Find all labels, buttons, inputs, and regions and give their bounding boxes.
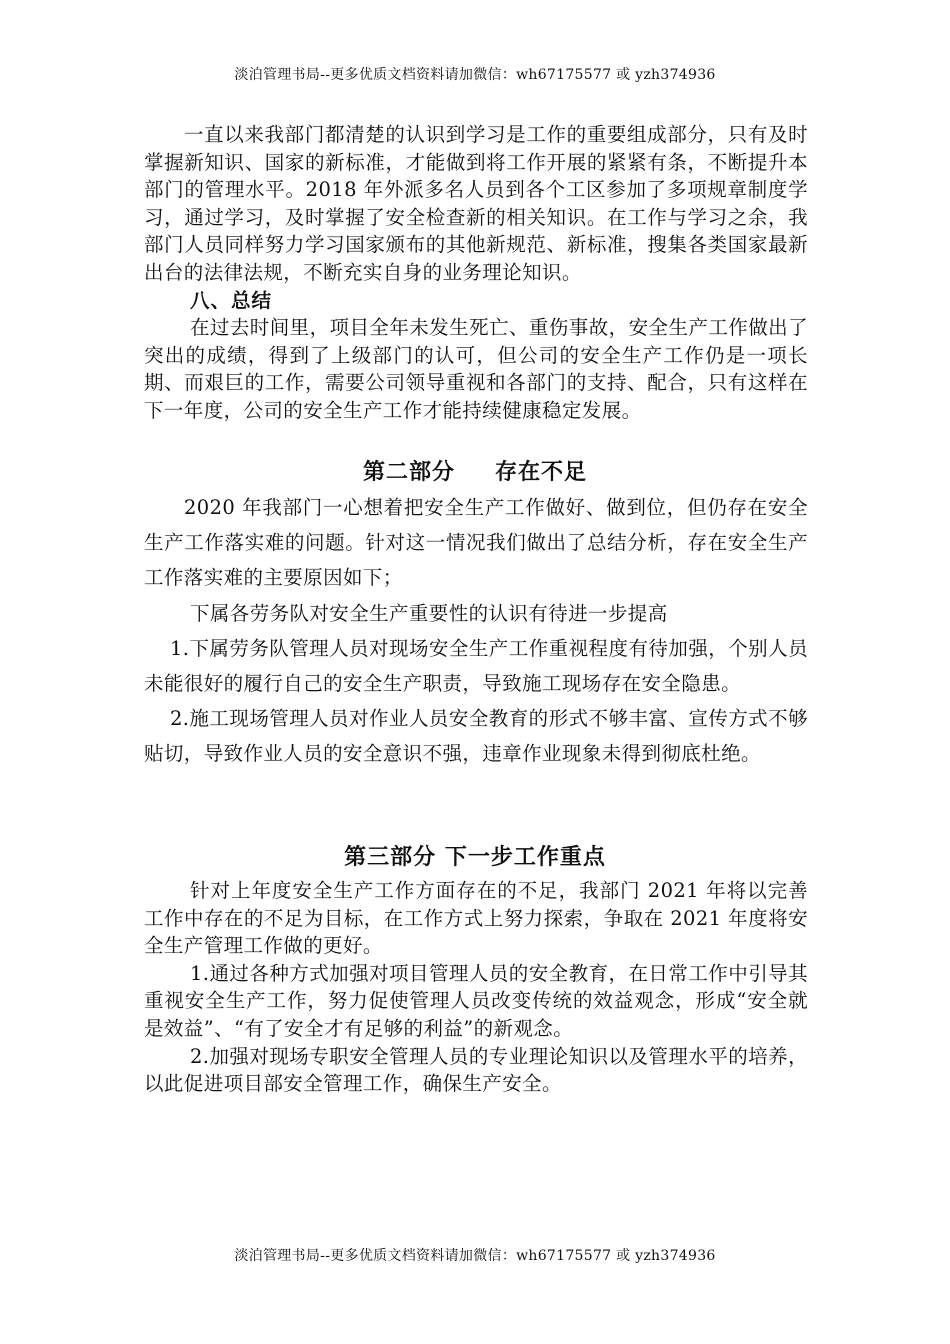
part3-item-2: 2.加强对现场专职安全管理人员的专业理论知识以及管理水平的培养，以此促进项目部安全管理工作，确保生产安全。 bbox=[144, 1044, 808, 1096]
study-paragraph: 一直以来我部门都清楚的认识到学习是工作的重要组成部分，只有及时掌握新知识、国家的新标准，才能做到将工作开展的紧紧有条，不断提升本部门的管理水平。2018 年外派多名人员到各个工区参加了多项规章制度学习，通过学习，及时掌握了安全检查新的相关知识。在工作与学习之余，我部门人员同样努力学习国家颁布的其他新规范、新标准，搜集各类国家最新出台的法律法规，不断充实自身的业务理论知识。 bbox=[144, 123, 808, 284]
part2-section bbox=[144, 490, 808, 772]
part3-section bbox=[144, 877, 808, 1098]
study-section bbox=[144, 121, 808, 425]
summary-paragraph: 在过去时间里，项目全年未发生死亡、重伤事故，安全生产工作做出了突出的成绩，得到了上级部门的认可，但公司的安全生产工作仍是一项长期、而艰巨的工作，需要公司领导重视和各部门的支持、配合，只有这样在下一年度，公司的安全生产工作才能持续健康稳定发展。 bbox=[144, 316, 808, 422]
summary-heading: 八、总结 bbox=[190, 288, 273, 312]
page-footer: 淡泊管理书局--更多优质文档资料请加微信：wh67175577 或 yzh374936 bbox=[234, 1248, 716, 1264]
part2-intro: 2020 年我部门一心想着把安全生产工作做好、做到位，但仍存在安全生产工作落实难的问题。针对这一情况我们做出了总结分析，存在安全生产工作落实难的主要原因如下； bbox=[144, 496, 808, 590]
page-header: 淡泊管理书局--更多优质文档资料请加微信：wh67175577 或 yzh374936 bbox=[234, 67, 716, 83]
part3-title: 第三部分 下一步工作重点 bbox=[344, 844, 606, 870]
part3-intro: 针对上年度安全生产工作方面存在的不足，我部门 2021 年将以完善工作中存在的不足为目标，在工作方式上努力探索，争取在 2021 年度将安全生产管理工作做的更好。 bbox=[144, 879, 808, 958]
part2-item-1: 1.下属劳务队管理人员对现场安全生产工作重视程度有待加强，个别人员未能很好的履行自己的安全生产职责，导致施工现场存在安全隐患。 bbox=[144, 636, 808, 696]
part2-title-left: 第二部分 bbox=[362, 459, 455, 485]
part2-subhead: 下属各劳务队对安全生产重要性的认识有待进一步提高 bbox=[190, 601, 668, 625]
part3-item-1: 1.通过各种方式加强对项目管理人员的安全教育，在日常工作中引导其重视安全生产工作，努力促使管理人员改变传统的效益观念，形成“安全就是效益”、“有了安全才有足够的利益”的新观念。 bbox=[144, 961, 808, 1040]
part2-item-2: 2.施工现场管理人员对作业人员安全教育的形式不够丰富、宣传方式不够贴切，导致作业人员的安全意识不强，违章作业现象未得到彻底杜绝。 bbox=[144, 707, 808, 766]
part2-title-right: 存在不足 bbox=[495, 459, 588, 485]
part2-title bbox=[0, 455, 950, 486]
